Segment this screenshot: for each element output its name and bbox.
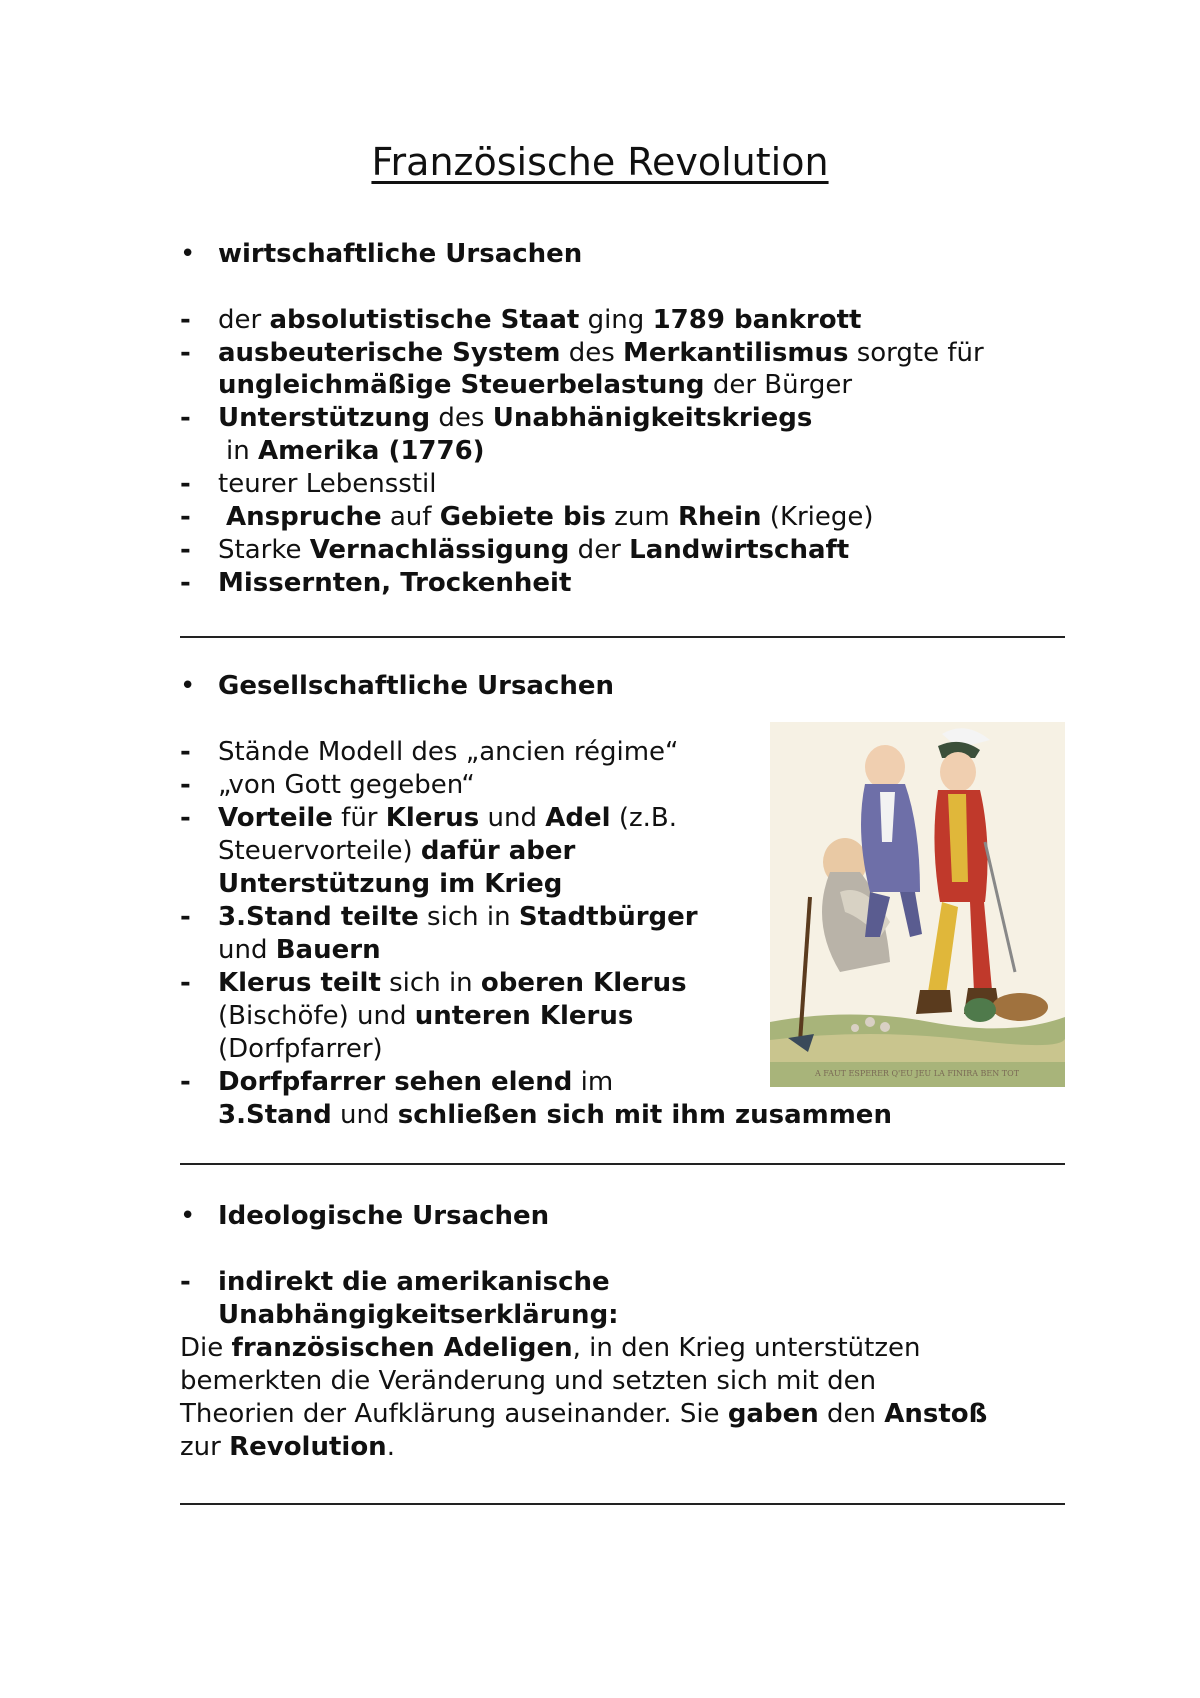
list-item-continued: und Bauern <box>218 935 381 965</box>
list-item-continued: ungleichmäßige Steuerbelastung der Bürger <box>218 370 853 400</box>
dash-icon: - <box>180 902 191 932</box>
paragraph-line: zur Revolution. <box>180 1432 395 1462</box>
divider <box>180 636 1065 638</box>
list-item: Stände Modell des „ancien régime“ <box>218 737 679 767</box>
list-item: der absolutistische Staat ging 1789 bankrott <box>218 305 862 335</box>
list-item: ausbeuterische System des Merkantilismus sorgte für <box>218 338 984 368</box>
bullet-icon: • <box>180 671 196 701</box>
estates-caricature-image <box>770 722 1065 1087</box>
list-item-continued: (Bischöfe) und unteren Klerus <box>218 1001 634 1031</box>
divider <box>180 1503 1065 1505</box>
dash-icon: - <box>180 338 191 368</box>
list-item-continued: in Amerika (1776) <box>226 436 485 466</box>
section-heading-economic: wirtschaftliche Ursachen <box>218 239 583 269</box>
section-heading-ideological: Ideologische Ursachen <box>218 1201 550 1231</box>
dash-icon: - <box>180 968 191 998</box>
list-item-continued: Steuervorteile) dafür aber <box>218 836 576 866</box>
list-item: „von Gott gegeben“ <box>218 770 475 800</box>
list-item: teurer Lebensstil <box>218 469 437 499</box>
list-item: Anspruche auf Gebiete bis zum Rhein (Kriege) <box>226 502 874 532</box>
dash-icon: - <box>180 568 191 598</box>
page-title: Französische Revolution <box>371 140 829 184</box>
dash-icon: - <box>180 469 191 499</box>
dash-icon: - <box>180 737 191 767</box>
list-item-continued: (Dorfpfarrer) <box>218 1034 383 1064</box>
dash-icon: - <box>180 1067 191 1097</box>
paragraph-line: bemerkten die Veränderung und setzten sich mit den <box>180 1366 877 1396</box>
dash-icon: - <box>180 803 191 833</box>
list-item-continued: Unabhängigkeitserklärung: <box>218 1300 619 1330</box>
list-item: indirekt die amerikanische <box>218 1267 610 1297</box>
list-item-continued: Unterstützung im Krieg <box>218 869 563 899</box>
dash-icon: - <box>180 770 191 800</box>
paragraph-line: Theorien der Aufklärung auseinander. Sie gaben den Anstoß <box>180 1399 988 1429</box>
list-item: Vorteile für Klerus und Adel (z.B. <box>218 803 677 833</box>
list-item: Klerus teilt sich in oberen Klerus <box>218 968 687 998</box>
list-item: Starke Vernachlässigung der Landwirtschaft <box>218 535 850 565</box>
dash-icon: - <box>180 502 191 532</box>
list-item: Dorfpfarrer sehen elend im <box>218 1067 614 1097</box>
list-item: Missernten, Trockenheit <box>218 568 572 598</box>
list-item: Unterstützung des Unabhänigkeitskriegs <box>218 403 813 433</box>
dash-icon: - <box>180 305 191 335</box>
list-item: 3.Stand teilte sich in Stadtbürger <box>218 902 698 932</box>
dash-icon: - <box>180 535 191 565</box>
section-heading-social: Gesellschaftliche Ursachen <box>218 671 615 701</box>
image-caption: A FAUT ESPERER Q'EU JEU LA FINIRA BEN TOT <box>814 1069 1020 1078</box>
dash-icon: - <box>180 1267 191 1297</box>
bullet-icon: • <box>180 239 196 269</box>
dash-icon: - <box>180 403 191 433</box>
list-item-continued: 3.Stand und schließen sich mit ihm zusammen <box>218 1100 892 1130</box>
paragraph-line: Die französischen Adeligen, in den Krieg unterstützen <box>180 1333 921 1363</box>
divider <box>180 1163 1065 1165</box>
bullet-icon: • <box>180 1201 196 1231</box>
